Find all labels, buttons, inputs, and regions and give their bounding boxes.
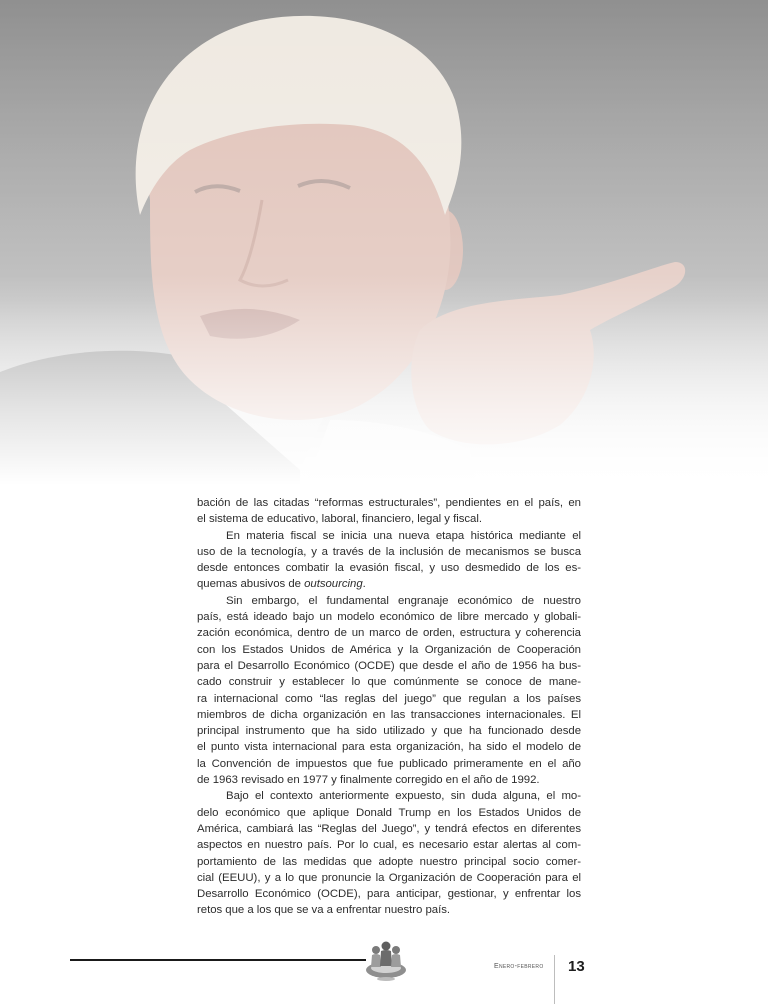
emphasized-text: outsourcing — [304, 578, 363, 591]
issue-date: Enero-febrero — [494, 963, 544, 970]
text-line: portamiento de las medidas que adopte nuestro principal socio comer- — [197, 855, 581, 868]
text-line: para el Desarrollo Económico (OCDE) que desde el año de 1956 ha bus- — [197, 659, 581, 672]
paragraph — [197, 528, 581, 593]
text-line: cado construir y establecer lo que comúnmente se conoce de mane- — [197, 676, 581, 689]
text-line: el sistema de educativo, laboral, financiero, legal y fiscal. — [197, 513, 482, 526]
header-photo — [0, 0, 768, 500]
text-line: En materia fiscal se inicia una nueva etapa histórica mediante el — [226, 529, 581, 542]
text-segment: quemas abusivos de — [197, 578, 305, 591]
text-line: país, está ideado bajo un modelo económico de libre mercado y globali- — [197, 611, 581, 624]
text-line: el punto vista internacional para esta organización, ha sido el modelo de — [197, 741, 581, 754]
text-segment: . — [362, 578, 366, 591]
text-line: aspectos en nuestro país. Por lo cual, es necesario estar alertas al com- — [197, 839, 581, 852]
paragraph — [197, 495, 581, 528]
text-line: retos que a los que se va a enfrentar nuestro país. — [197, 904, 451, 917]
text-line: América, cambiará las “Reglas del Juego”, y tendrá efectos en diferentes — [197, 822, 581, 835]
paragraph — [197, 788, 581, 918]
text-line: con los Estados Unidos de América y la Organización de Cooperación — [197, 643, 581, 656]
paragraph — [197, 593, 581, 789]
text-line: bación de las citadas “reformas estructurales”, pendientes en el país, en — [197, 497, 581, 509]
text-line: uso de la tecnología, y a través de la inclusión de mecanismos se busca — [197, 545, 581, 558]
text-line: la Convención de impuestos que fue publicado primeramente en el año — [197, 757, 581, 770]
footer-rule — [70, 959, 366, 961]
text-line: delo económico que aplique Donald Trump en los Estados Unidos de — [197, 806, 581, 819]
text-line: desde entonces combatir la evasión fiscal, y uso desmedido de los es- — [197, 562, 581, 575]
text-line: miembros de dicha organización en las transacciones internacionales. El — [197, 708, 581, 721]
text-line: zación económica, dentro de un marco de orden, estructura y coherencia — [197, 627, 581, 640]
text-line: principal instrumento que ha sido utilizado y que ha funcionado desde — [197, 725, 581, 738]
photo-fade-overlay — [0, 0, 768, 500]
text-line: Bajo el contexto anteriormente expuesto, sin duda alguna, el mo- — [226, 790, 581, 803]
people-emblem-logo-icon — [363, 939, 409, 983]
text-line: Desarrollo Económico (OCDE), para anticipar, gestionar, y enfrentar los — [197, 888, 581, 901]
text-line: de 1963 revisado en 1977 y finalmente corregido en el año de 1992. — [197, 774, 540, 787]
page-number: 13 — [568, 958, 585, 975]
text-line: Sin embargo, el fundamental engranaje económico de nuestro — [226, 594, 581, 607]
text-line: ra internacional como “las reglas del juego” que regulan a los países — [197, 692, 581, 705]
text-line — [197, 576, 581, 592]
footer-divider — [554, 955, 555, 1004]
text-line: cial (EEUU), y a lo que pronuncie la Organización de Cooperación para el — [197, 871, 581, 884]
article-body — [197, 495, 581, 919]
